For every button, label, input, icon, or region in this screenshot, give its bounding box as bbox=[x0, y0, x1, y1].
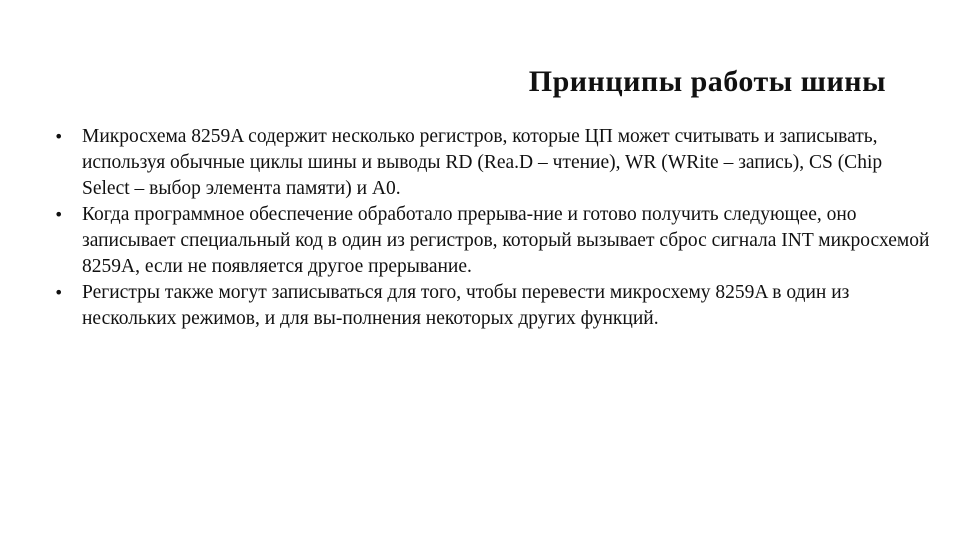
bullet-text: Регистры также могут записываться для того, чтобы перевести микросхему 8259A в один из нескольких режимов, и для вы-полнения некоторых других функций. bbox=[82, 282, 850, 329]
bullet-dot-icon: • bbox=[54, 127, 64, 146]
bullet-item bbox=[54, 280, 934, 332]
bullet-dot-icon: • bbox=[54, 205, 64, 224]
bullet-item bbox=[54, 124, 934, 202]
bullet-dot-icon: • bbox=[54, 283, 64, 302]
bullet-text: Когда программное обеспечение обработало прерыва-ние и готово получить следующее, оно записывает специальный код в один из регистров, который вызывает сброс сигнала INT микросхемой 8259A, если не появляется другое прерывание. bbox=[82, 204, 930, 277]
bullet-text: Микросхема 8259A содержит несколько регистров, которые ЦП может считывать и записывать, используя обычные циклы шины и выводы RD (Rea.D – чтение), WR (WRite – запись), CS (Chip Select – выбор элемента памяти) и A0. bbox=[82, 126, 883, 199]
bullet-item bbox=[54, 202, 934, 280]
bullet-list bbox=[54, 124, 934, 332]
slide-title: Принципы работы шины bbox=[528, 65, 886, 98]
